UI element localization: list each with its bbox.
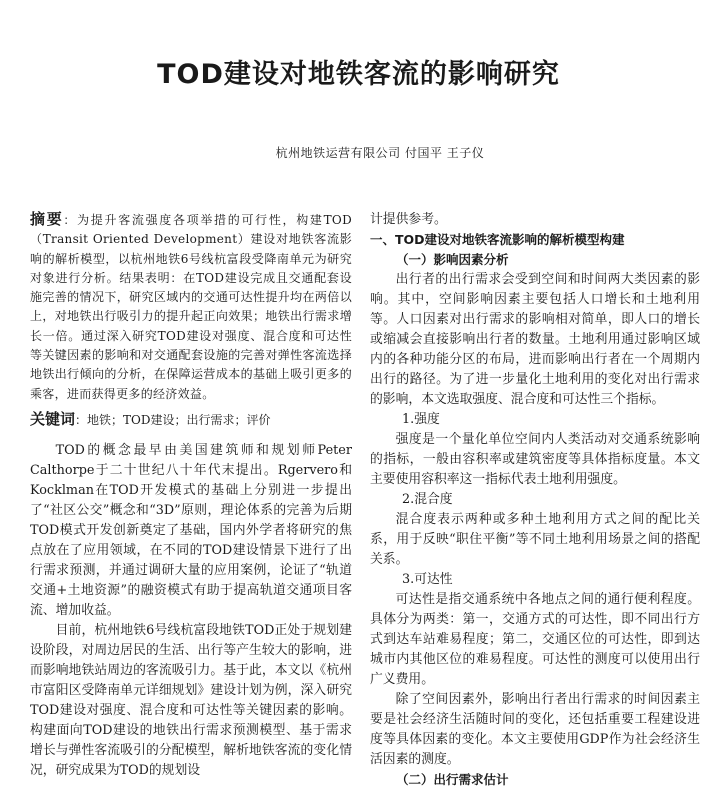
intro-paragraph-1: TOD的概念最早由美国建筑师和规划师Peter Calthorpe于二十世纪八十年代末提出。Rgervero和Kocklman在TOD开发模式的基础上分别进一步提出了“社区公交”概念和“3D”原则，理论体系的完善为后期TOD模式开发创新奠定了基础，国内外学者将研究的焦点放在了应用领域，在不同的TOD建设情景下进行了出行需求预测，并通过调研大量的应用案例，论证了“轨道交通+土地资源”的融资模式有助于提高轨道交通项目客流、增加收益。 (30, 442, 352, 618)
right-column (370, 210, 700, 790)
intro-paragraph-2: 目前，杭州地铁6号线杭富段地铁TOD正处于规划建设阶段，对周边居民的生活、出行等产生较大的影响，进而影响地铁站周边的客流吸引力。基于此，本文以《杭州市富阳区受降南单元详细规划》建设计划为例，深入研究TOD建设对强度、混合度和可达性等关键因素的影响。构建面向TOD建设的地铁出行需求预测模型、基于需求增长与弹性客流吸引的分配模型，解析地铁客流的变化情况，研究成果为TOD的规划设 (30, 622, 352, 778)
item-heading-accessibility: 3.可达性 (402, 572, 453, 587)
subsection-heading-2: （二）出行需求估计 (396, 772, 509, 787)
continuation-text: 计提供参考。 (370, 212, 447, 227)
section-heading-1: 一、TOD建设对地铁客流影响的解析模型构建 (370, 232, 625, 247)
paragraph-factors: 出行者的出行需求会受到空间和时间两大类因素的影响。其中，空间影响因素主要包括人口增长和土地利用等。人口因素对出行需求的影响相对简单，即人口的增长或缩减会直接影响出行者的数量。土地利用通过影响区域内的各种功能分区的布局，进而影响出行者在一个周期内出行的路径。为了进一步量化土地利用的变化对出行需求的影响，本文选取强度、混合度和可达性三个指标。 (370, 272, 700, 407)
author-line: 杭州地铁运营有限公司 付国平 王子仪 (275, 146, 485, 160)
keywords-label: 关键词 (30, 409, 76, 428)
subsection-heading-1: （一）影响因素分析 (396, 252, 509, 267)
paragraph-mix: 混合度表示两种或多种土地利用方式之间的配比关系，用于反映“职住平衡”等不同土地利用场景之间的搭配关系。 (370, 512, 700, 567)
paragraph-accessibility: 可达性是指交通系统中各地点之间的通行便利程度。具体分为两类：第一，交通方式的可达性，即不同出行方式到达车站难易程度；第二，交通区位的可达性，即到达城市内其他区位的难易程度。可达性的测度可以使用出行广义费用。 (370, 592, 700, 687)
abstract (30, 210, 352, 404)
article-title: TOD建设对地铁客流的影响研究 (157, 59, 560, 90)
left-column (30, 210, 352, 781)
keywords (30, 408, 352, 431)
item-heading-intensity: 1.强度 (402, 412, 440, 427)
keywords-text: ：地铁；TOD建设；出行需求；评价 (75, 412, 271, 427)
abstract-text: ：为提升客流强度各项举措的可行性，构建TOD（Transit Oriented Development）建设对地铁客流影响的解析模型，以杭州地铁6号线杭富段受降南单元为研究对象进行分析。结果表明：在TOD建设完成且交通配套设施完善的情况下，研究区域内的交通可达性提升均在两倍以上，对地铁出行吸引力的提升起正向效果；地铁出行需求增长一倍。通过深入研究TOD建设对强度、混合度和可达性等关键因素的影响和对交通配套设施的完善对弹性客流选择地铁出行倾向的分析，在保障运营成本的基础上吸引更多的乘客，进而获得更多的经济效益。 (30, 213, 352, 401)
paragraph-intensity: 强度是一个量化单位空间内人类活动对交通系统影响的指标，一般由容积率或建筑密度等具体指标度量。本文主要使用容积率这一指标代表土地利用强度。 (370, 432, 700, 487)
abstract-label: 摘要 (30, 210, 64, 228)
item-heading-mix: 2.混合度 (402, 492, 453, 507)
paragraph-time-factors: 除了空间因素外，影响出行者出行需求的时间因素主要是社会经济生活随时间的变化，还包括重要工程建设进度等具体因素的变化。本文主要使用GDP作为社会经济生活因素的测度。 (370, 692, 700, 767)
